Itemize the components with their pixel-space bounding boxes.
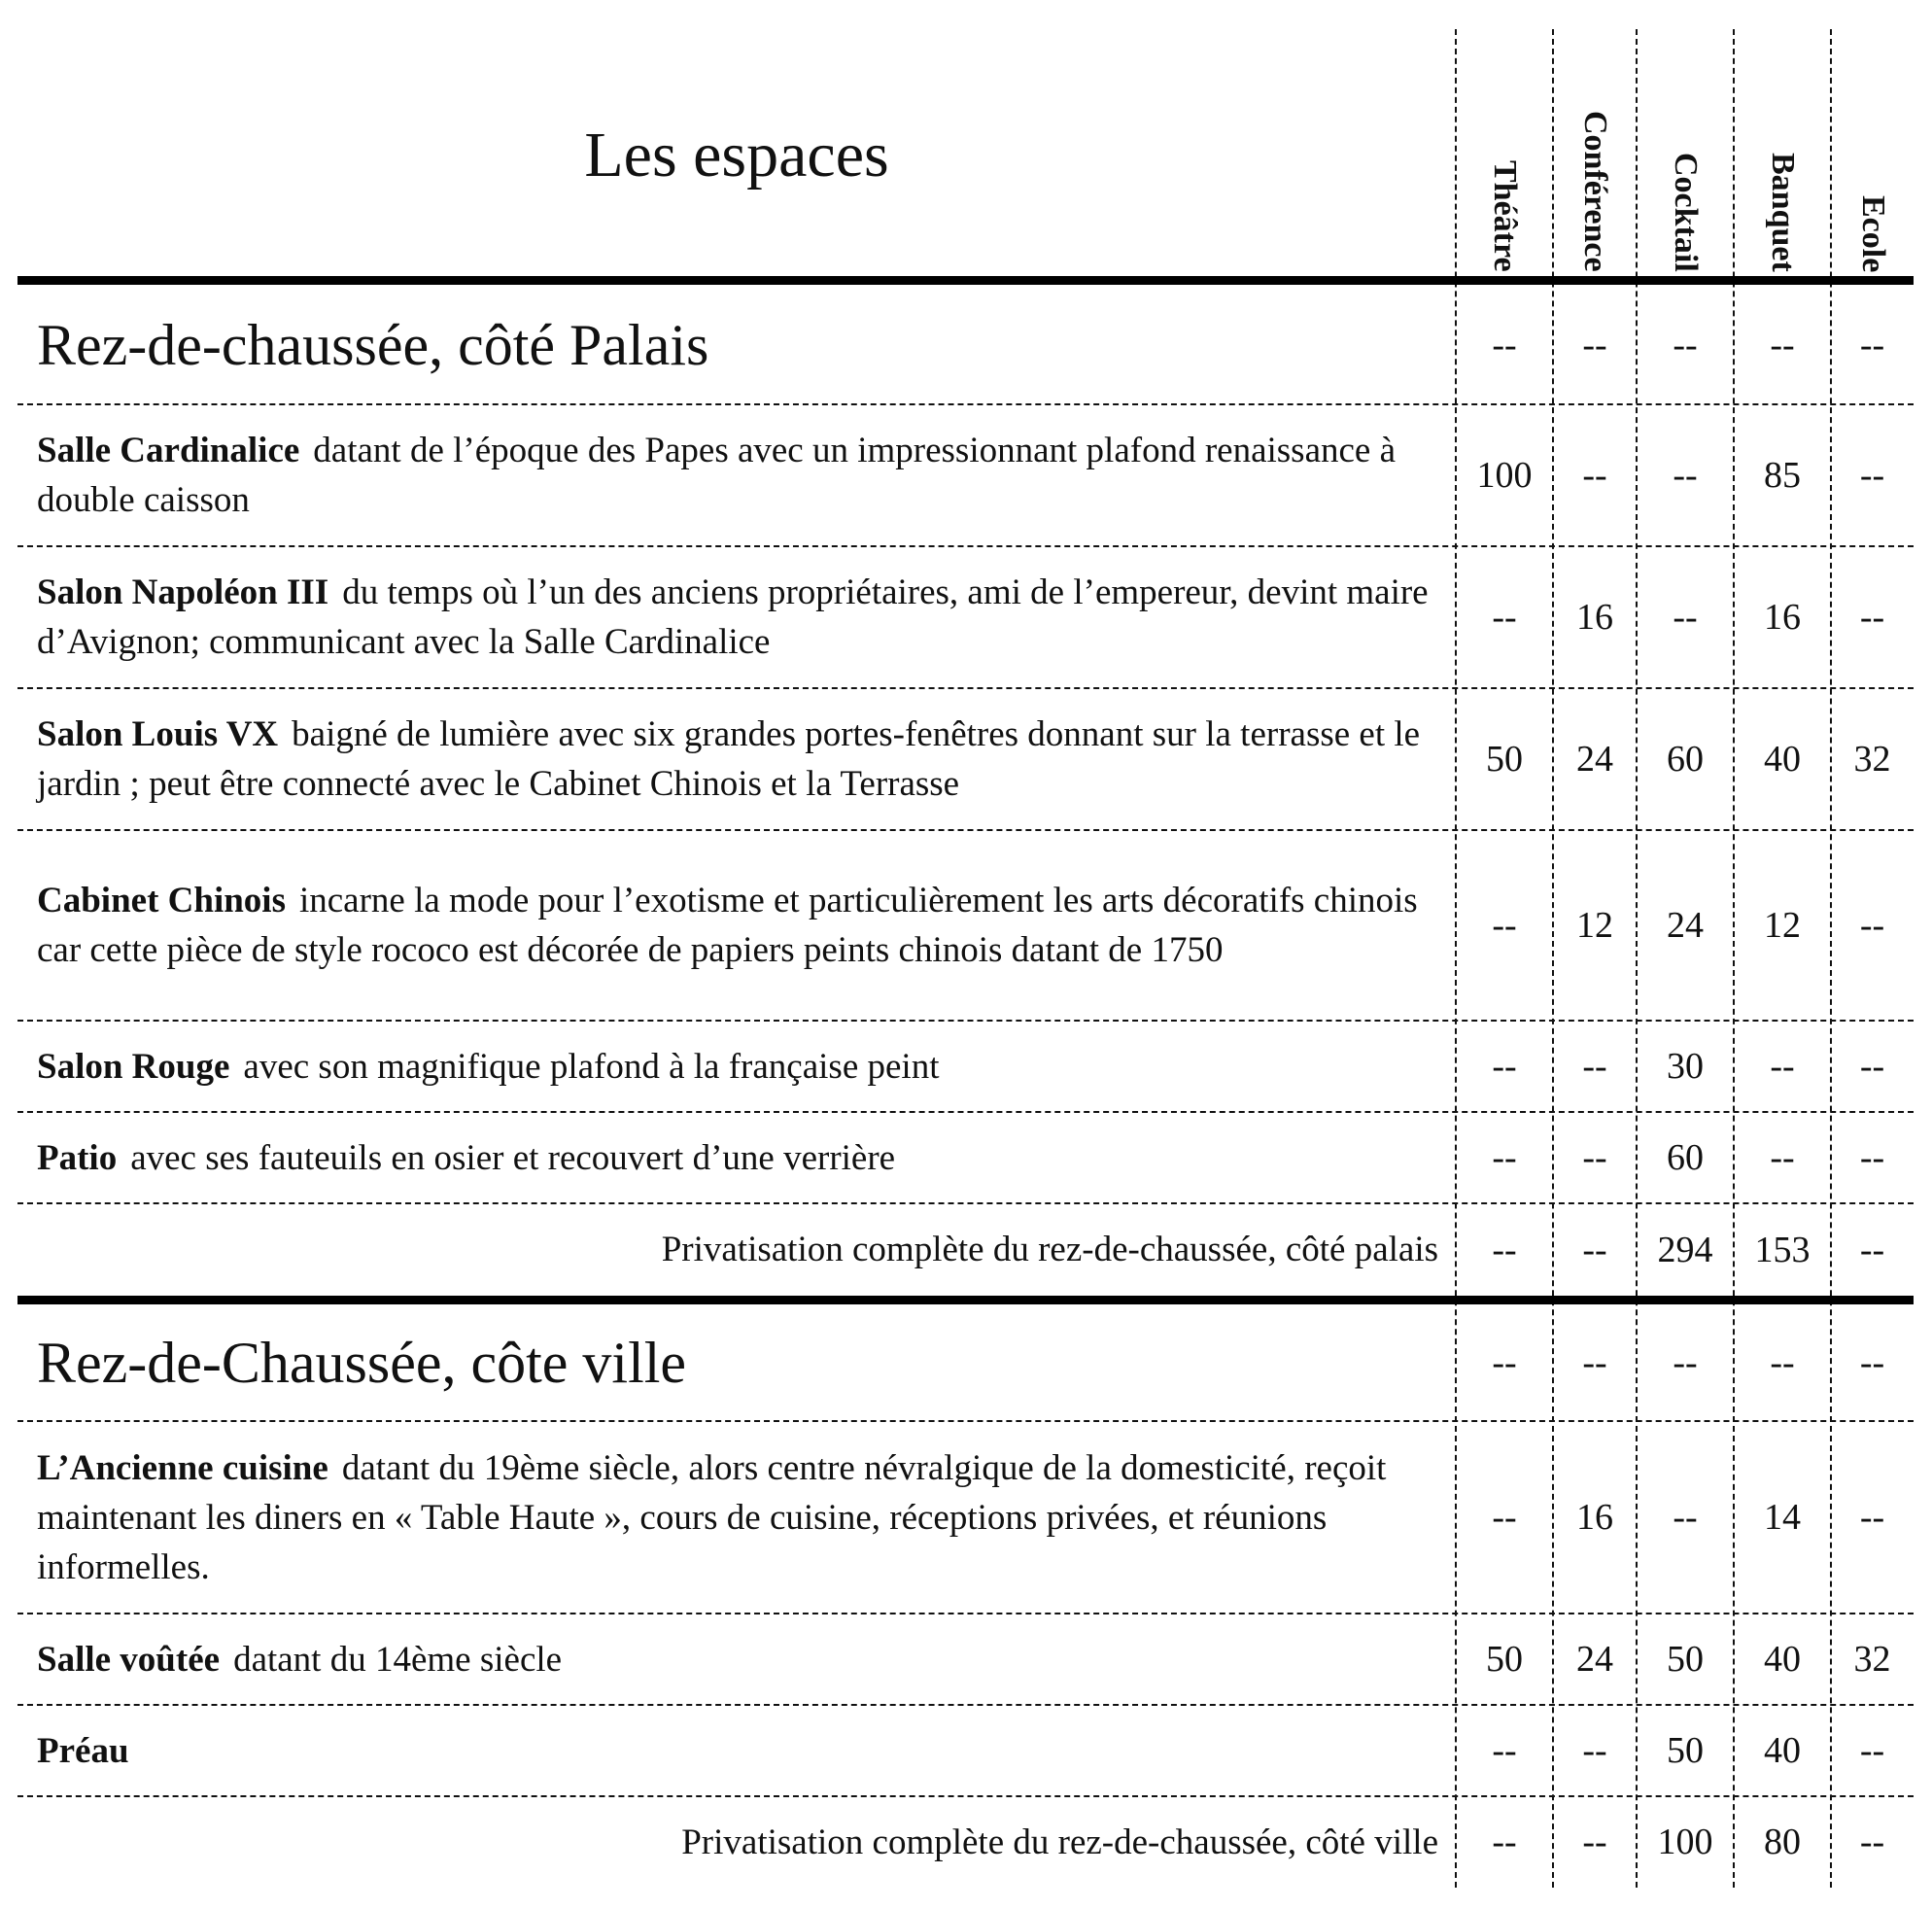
room-name: L’Ancienne cuisine bbox=[37, 1447, 328, 1488]
table-row bbox=[17, 1021, 1914, 1112]
room-description: datant du 19ème siècle, alors centre névralgique de la domesticité, reçoit maintenant les diners en « Table Haute », cours de cuisine, réceptions privées, et réunions informelles. bbox=[37, 1447, 1387, 1587]
value-cell: -- bbox=[1673, 324, 1698, 365]
value-cell: -- bbox=[1673, 455, 1698, 496]
section-header-row bbox=[17, 1304, 1914, 1421]
room-description: baigné de lumière avec six grandes portes-fenêtres donnant sur la terrasse et le jardin ; peut être connecté avec le Cabinet Chinois et la Terrasse bbox=[37, 714, 1421, 804]
value-cell: 32 bbox=[1853, 739, 1891, 780]
table-row bbox=[17, 1705, 1914, 1796]
value-cell: 50 bbox=[1667, 1730, 1704, 1771]
room-name: Salon Napoléon III bbox=[37, 573, 329, 612]
value-cell: -- bbox=[1582, 455, 1607, 496]
value-cell: 100 bbox=[1476, 455, 1533, 496]
table-row bbox=[17, 1614, 1914, 1705]
column-header-theatre bbox=[1457, 39, 1552, 272]
value-cell: 85 bbox=[1764, 455, 1801, 496]
value-cell: -- bbox=[1492, 1342, 1517, 1383]
column-header-label: Théâtre bbox=[1487, 160, 1523, 272]
value-cell: 40 bbox=[1764, 1639, 1801, 1680]
value-cell: -- bbox=[1492, 1137, 1517, 1178]
value-cell: 16 bbox=[1576, 597, 1613, 638]
value-cell: -- bbox=[1582, 1822, 1607, 1862]
value-cell: -- bbox=[1859, 597, 1885, 638]
column-header-label: Cocktail bbox=[1668, 153, 1704, 272]
value-cell: 60 bbox=[1667, 1137, 1704, 1178]
value-cell: 24 bbox=[1576, 739, 1613, 780]
value-cell: 30 bbox=[1667, 1046, 1704, 1087]
value-cell: -- bbox=[1770, 1046, 1795, 1087]
column-header-banquet bbox=[1735, 39, 1830, 272]
section-rule bbox=[17, 1296, 1914, 1304]
value-cell: -- bbox=[1859, 1046, 1885, 1087]
room-description: avec ses fauteuils en osier et recouvert d’une verrière bbox=[130, 1137, 896, 1178]
total-label: Privatisation complète du rez-de-chaussée, côté palais bbox=[661, 1230, 1438, 1269]
table-row bbox=[17, 688, 1914, 830]
value-cell: -- bbox=[1859, 1730, 1885, 1771]
table-row bbox=[17, 1112, 1914, 1203]
value-cell: 16 bbox=[1576, 1497, 1613, 1538]
value-cell: -- bbox=[1492, 1046, 1517, 1087]
room-description: incarne la mode pour l’exotisme et particulièrement les arts décoratifs chinois car cette pièce de style rococo est décorée de papiers peints chinois datant de 1750 bbox=[37, 881, 1418, 970]
table-row bbox=[17, 546, 1914, 688]
value-cell: -- bbox=[1582, 1046, 1607, 1087]
value-cell: -- bbox=[1859, 905, 1885, 946]
value-cell: -- bbox=[1582, 1342, 1607, 1383]
table-row bbox=[17, 404, 1914, 546]
value-cell: -- bbox=[1859, 1342, 1885, 1383]
value-cell: -- bbox=[1582, 1137, 1607, 1178]
value-cell: -- bbox=[1770, 1137, 1795, 1178]
column-header-label: Ecole bbox=[1855, 194, 1891, 272]
room-name: Préau bbox=[37, 1730, 129, 1771]
value-cell: -- bbox=[1673, 597, 1698, 638]
value-cell: -- bbox=[1673, 1342, 1698, 1383]
value-cell: 16 bbox=[1764, 597, 1801, 638]
value-cell: -- bbox=[1492, 1229, 1517, 1270]
total-row bbox=[17, 1796, 1914, 1888]
table-row bbox=[17, 830, 1914, 1021]
value-cell: -- bbox=[1770, 324, 1795, 365]
column-header-conference bbox=[1554, 39, 1636, 272]
value-cell: 50 bbox=[1486, 1639, 1523, 1680]
value-cell: -- bbox=[1859, 324, 1885, 365]
value-cell: -- bbox=[1859, 1229, 1885, 1270]
value-cell: 12 bbox=[1764, 905, 1801, 946]
value-cell: 153 bbox=[1754, 1229, 1811, 1270]
value-cell: -- bbox=[1492, 905, 1517, 946]
value-cell: 40 bbox=[1764, 1730, 1801, 1771]
value-cell: -- bbox=[1859, 455, 1885, 496]
value-cell: -- bbox=[1770, 1342, 1795, 1383]
section-header-row bbox=[17, 285, 1914, 404]
value-cell: 50 bbox=[1667, 1639, 1704, 1680]
column-header-label: Banquet bbox=[1765, 153, 1801, 272]
value-cell: 80 bbox=[1764, 1822, 1801, 1862]
room-name: Salon Rouge bbox=[37, 1046, 230, 1087]
value-cell: -- bbox=[1582, 324, 1607, 365]
value-cell: 24 bbox=[1667, 905, 1704, 946]
value-cell: 100 bbox=[1657, 1822, 1713, 1862]
page-title: Les espaces bbox=[584, 120, 889, 191]
room-name: Salle Cardinalice bbox=[37, 431, 300, 470]
value-cell: -- bbox=[1492, 1497, 1517, 1538]
room-name: Cabinet Chinois bbox=[37, 881, 286, 920]
value-cell: -- bbox=[1673, 1497, 1698, 1538]
room-name: Salle voûtée bbox=[37, 1639, 221, 1680]
value-cell: 12 bbox=[1576, 905, 1613, 946]
value-cell: -- bbox=[1492, 1730, 1517, 1771]
table-row bbox=[17, 1421, 1914, 1614]
value-cell: 14 bbox=[1764, 1497, 1801, 1538]
value-cell: -- bbox=[1582, 1229, 1607, 1270]
room-name: Salon Louis VX bbox=[37, 714, 279, 754]
column-header-label: Conférence bbox=[1577, 111, 1613, 272]
value-cell: -- bbox=[1859, 1137, 1885, 1178]
section-title: Rez-de-chaussée, côté Palais bbox=[37, 312, 709, 377]
value-cell: 294 bbox=[1657, 1229, 1713, 1270]
value-cell: 60 bbox=[1667, 739, 1704, 780]
column-header-cocktail bbox=[1638, 39, 1733, 272]
value-cell: -- bbox=[1859, 1822, 1885, 1862]
column-header-ecole bbox=[1832, 39, 1914, 272]
value-cell: -- bbox=[1492, 324, 1517, 365]
header-rule bbox=[17, 276, 1914, 285]
value-cell: -- bbox=[1492, 597, 1517, 638]
section-title: Rez-de-Chaussée, côte ville bbox=[37, 1331, 687, 1395]
value-cell: -- bbox=[1859, 1497, 1885, 1538]
room-description: datant du 14ème siècle bbox=[233, 1639, 563, 1680]
room-description: du temps où l’un des anciens propriétaires, ami de l’empereur, devint maire d’Avignon; communicant avec la Salle Cardinalice bbox=[37, 573, 1429, 662]
total-row bbox=[17, 1203, 1914, 1296]
value-cell: -- bbox=[1492, 1822, 1517, 1862]
value-cell: 32 bbox=[1853, 1639, 1891, 1680]
room-description: avec son magnifique plafond à la française peint bbox=[243, 1046, 940, 1087]
value-cell: -- bbox=[1582, 1730, 1607, 1771]
room-name: Patio bbox=[37, 1137, 118, 1178]
total-label: Privatisation complète du rez-de-chaussée, côté ville bbox=[681, 1822, 1438, 1862]
room-description: datant de l’époque des Papes avec un impressionnant plafond renaissance à double caisson bbox=[37, 431, 1397, 520]
value-cell: 40 bbox=[1764, 739, 1801, 780]
value-cell: 50 bbox=[1486, 739, 1523, 780]
value-cell: 24 bbox=[1576, 1639, 1613, 1680]
